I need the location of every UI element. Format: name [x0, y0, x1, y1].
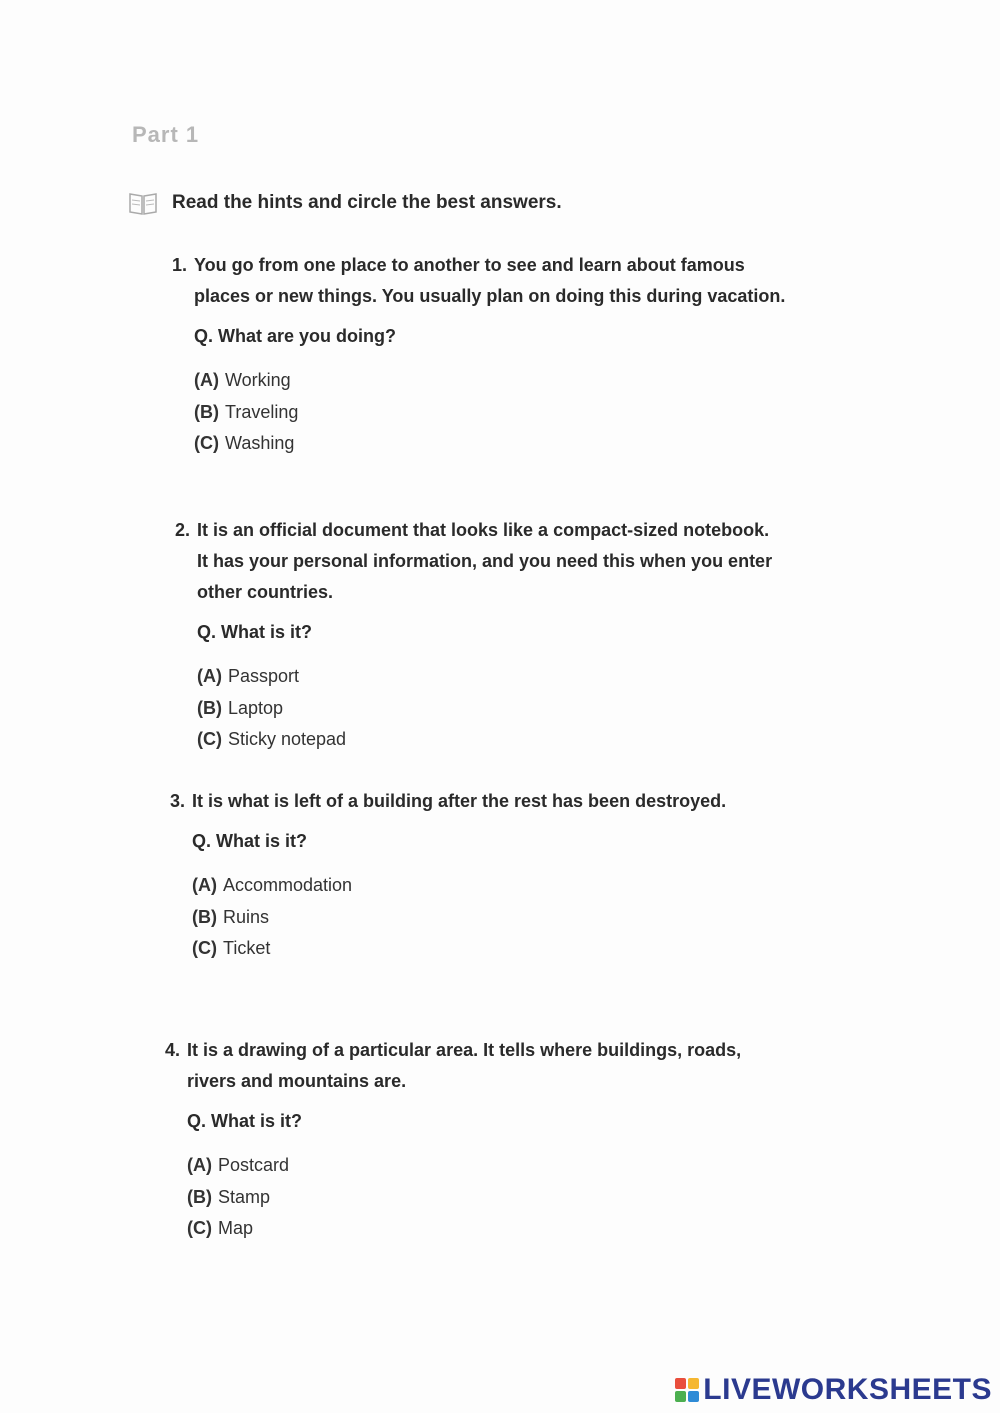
question-hint	[175, 515, 855, 608]
logo-block	[675, 1391, 686, 1402]
part-title: Part 1	[132, 122, 200, 147]
logo-block	[688, 1391, 699, 1402]
options-list	[192, 870, 850, 965]
question-number: 3.	[170, 791, 186, 811]
hint-line: rivers and mountains are.	[187, 1071, 407, 1091]
instruction-text: Read the hints and circle the best answers.	[172, 192, 562, 213]
option-c[interactable]	[187, 1213, 845, 1245]
hint-line: places or new things. You usually plan on doing this during vacation.	[194, 286, 786, 306]
option-letter: (A)	[197, 666, 222, 686]
option-letter: (C)	[197, 729, 222, 749]
option-b[interactable]	[187, 1182, 845, 1214]
option-letter: (C)	[187, 1218, 212, 1238]
hint-line: It is what is left of a building after the rest has been destroyed.	[192, 791, 727, 811]
option-text: Postcard	[218, 1155, 290, 1175]
option-text: Sticky notepad	[228, 729, 347, 749]
option-b[interactable]	[192, 902, 850, 934]
question-number: 2.	[175, 520, 191, 540]
instruction-row	[128, 190, 562, 216]
option-letter: (A)	[187, 1155, 212, 1175]
question-number: 4.	[165, 1040, 181, 1060]
option-a[interactable]	[197, 661, 855, 693]
question-2	[175, 515, 855, 772]
option-letter: (B)	[192, 906, 217, 927]
option-text: Accommodation	[223, 875, 353, 895]
option-text: Stamp	[218, 1186, 271, 1207]
liveworksheets-logo[interactable]	[675, 1373, 992, 1407]
logo-mark-icon	[675, 1378, 699, 1402]
option-letter: (A)	[192, 875, 217, 895]
question-4	[165, 1035, 845, 1261]
question-number: 1.	[172, 255, 188, 275]
option-text: Traveling	[225, 401, 299, 422]
option-b[interactable]	[197, 693, 855, 725]
option-b[interactable]	[194, 397, 852, 429]
question-prompt: Q. What is it?	[192, 831, 307, 851]
option-letter: (B)	[187, 1186, 212, 1207]
question-prompt: Q. What is it?	[197, 622, 312, 642]
hint-line: It has your personal information, and you need this when you enter	[197, 551, 773, 571]
option-text: Ruins	[223, 906, 270, 927]
option-letter: (C)	[192, 938, 217, 958]
option-text: Ticket	[223, 938, 271, 958]
option-letter: (A)	[194, 370, 219, 390]
options-list	[187, 1150, 845, 1245]
logo-block	[675, 1378, 686, 1389]
question-1	[172, 250, 852, 476]
question-prompt: Q. What are you doing?	[194, 326, 396, 346]
hint-line: You go from one place to another to see and learn about famous	[194, 255, 745, 275]
option-text: Washing	[225, 433, 295, 453]
book-icon	[128, 190, 158, 216]
option-letter: (B)	[197, 697, 222, 718]
logo-block	[688, 1378, 699, 1389]
option-a[interactable]	[194, 365, 852, 397]
question-3	[170, 786, 850, 981]
question-hint	[172, 250, 852, 312]
option-text: Passport	[228, 666, 300, 686]
option-letter: (B)	[194, 401, 219, 422]
logo-text: LIVEWORKSHEETS	[703, 1373, 992, 1406]
option-c[interactable]	[197, 724, 855, 756]
option-text: Laptop	[228, 697, 284, 718]
option-letter: (C)	[194, 433, 219, 453]
question-hint	[170, 786, 850, 817]
question-hint	[165, 1035, 845, 1097]
options-list	[197, 661, 855, 756]
option-c[interactable]	[194, 428, 852, 460]
question-prompt: Q. What is it?	[187, 1111, 302, 1131]
option-text: Map	[218, 1218, 254, 1238]
hint-line: other countries.	[197, 582, 334, 602]
option-a[interactable]	[187, 1150, 845, 1182]
options-list	[194, 365, 852, 460]
option-c[interactable]	[192, 933, 850, 965]
option-a[interactable]	[192, 870, 850, 902]
hint-line: It is an official document that looks like a compact-sized notebook.	[197, 520, 770, 540]
option-text: Working	[225, 370, 291, 390]
hint-line: It is a drawing of a particular area. It tells where buildings, roads,	[187, 1040, 742, 1060]
